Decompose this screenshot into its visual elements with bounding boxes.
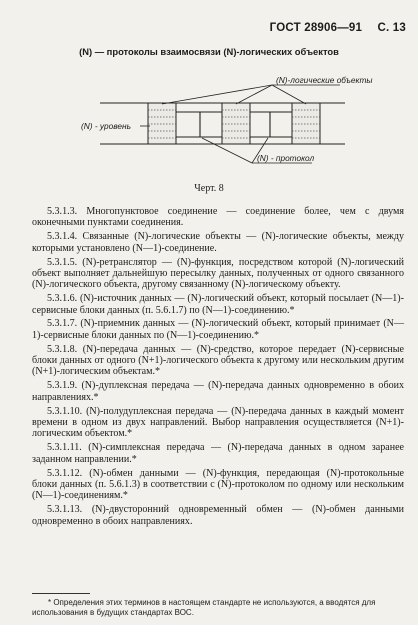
- objects-label: (N)-логические объекты: [276, 75, 373, 85]
- footnote-divider: [32, 593, 90, 594]
- definitions-text: [32, 206, 404, 529]
- page-header: [258, 22, 406, 34]
- paragraph: 5.3.1.8. (N)-передача данных — (N)-средство, которое передает (N)-сервисные блоки данных от одного (N+1)-логического объекта к другому или нескольким другим (N+1)-логическим объектам.*: [32, 343, 404, 378]
- paragraph: 5.3.1.7. (N)-приемник данных — (N)-логический объект, который принимает (N—1)-сервисные блоки данных по (N—1)-соединению.*: [32, 318, 404, 341]
- level-label: (N) - уровень: [81, 121, 131, 131]
- paragraph: 5.3.1.5. (N)-ретранслятор — (N)-функция, посредством которой (N)-логический объект выполняет дальнейшую пересылку данных, полученных от одного связанного (N)-логического объекта, другому связанному (N)-логическому объекту.: [32, 256, 404, 291]
- page-number: С. 13: [377, 22, 406, 34]
- paragraph: 5.3.1.9. (N)-дуплексная передача — (N)-передача данных одновременно в обоих направлениях.*: [32, 380, 404, 403]
- paragraph: 5.3.1.11. (N)-симплексная передача — (N)-передача данных в одном заранее заданном направлении.*: [32, 442, 404, 465]
- paragraph: 5.3.1.10. (N)-полудуплексная передача — (N)-передача данных в каждый момент времени в одном из двух направлений. Выбор направления осуществляется (N+1)-логическим объектом.*: [32, 405, 404, 440]
- protocol-label: (N) - протокол: [257, 153, 315, 163]
- paragraph: 5.3.1.13. (N)-двусторонний одновременный обмен — (N)-обмен данными одновременно в обоих направлениях.: [32, 504, 404, 527]
- paragraph: 5.3.1.6. (N)-источник данных — (N)-логический объект, который посылает (N—1)-сервисные блоки данных (п. 5.6.1.7) по (N—1)-соединению.*: [32, 293, 404, 316]
- figure-title: (N) — протоколы взаимосвязи (N)-логических объектов: [79, 46, 339, 57]
- paragraph: 5.3.1.12. (N)-обмен данными — (N)-функция, передающая (N)-протокольные блоки данных (п. 5.6.1.3) в соответствии с (N)-протоколом по одному или нескольким (N—1)-соединениям.*: [32, 467, 404, 502]
- paragraph: 5.3.1.3. Многопунктовое соединение — соединение более, чем с двумя оконечными пунктами соединения.: [32, 206, 404, 229]
- objects-leader-lines: [162, 85, 340, 104]
- figure-caption: Черт. 8: [194, 183, 224, 194]
- standard-number: ГОСТ 28906—91: [269, 22, 363, 34]
- footnote-text: * Определения этих терминов в настоящем стандарте не используются, а вводятся для использования в будущих стандартах ВОС.: [32, 598, 376, 617]
- footnote: [32, 598, 408, 618]
- paragraph: 5.3.1.4. Связанные (N)-логические объекты — (N)-логические объекты, между которыми установлено (N—1)-соединение.: [32, 231, 404, 254]
